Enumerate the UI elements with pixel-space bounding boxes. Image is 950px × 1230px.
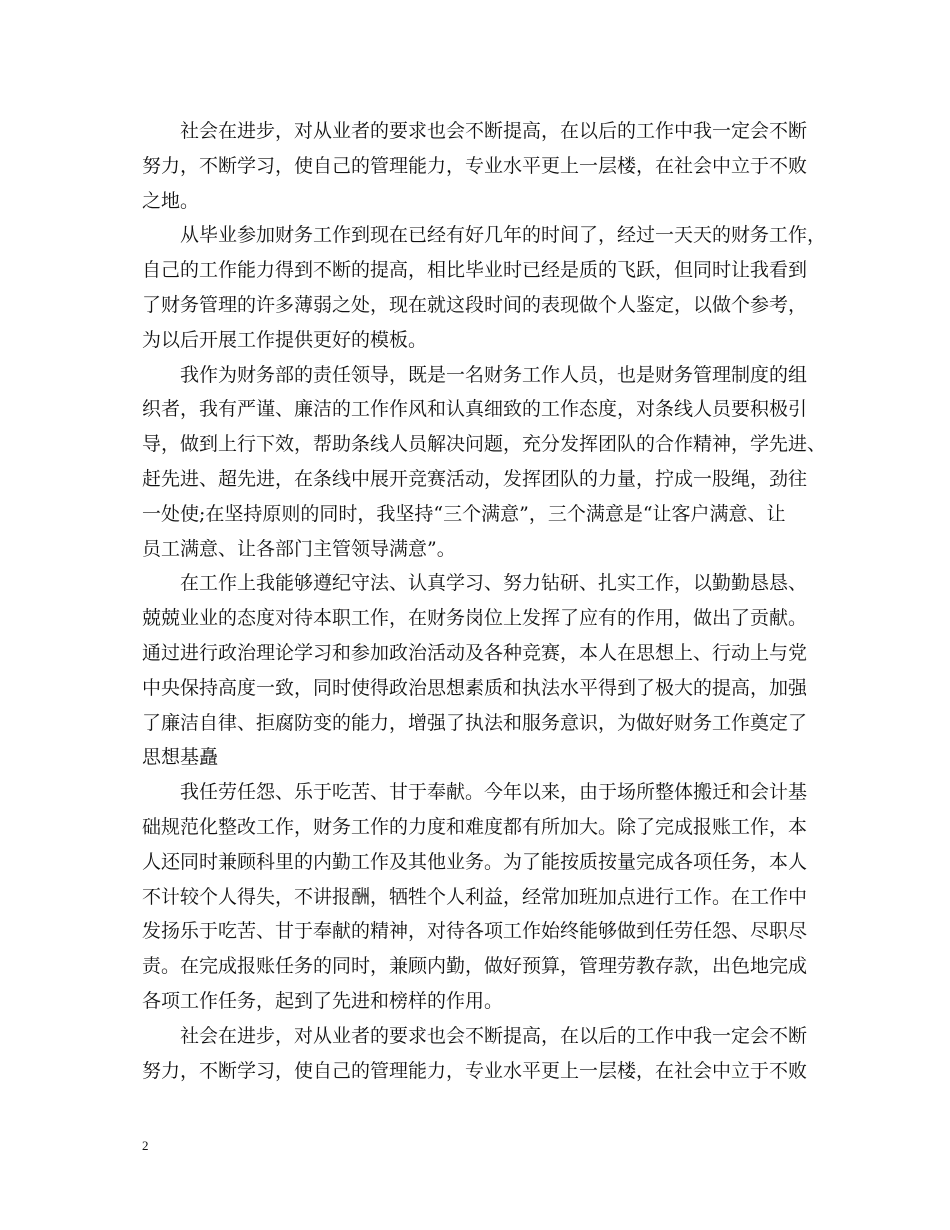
paragraph-line: 织者，我有严谨、廉洁的工作作风和认真细致的工作态度，对条线人员要积极引 [142, 398, 808, 421]
paragraph-1 [142, 114, 826, 218]
paragraph-line: 各项工作任务，起到了先进和榜样的作用。 [142, 989, 504, 1012]
paragraph-6 [142, 1019, 826, 1089]
paragraph-line: 人还同时兼顾科里的内勤工作及其他业务。为了能按质按量完成各项任务，本人 [142, 850, 808, 873]
paragraph-line: 社会在进步，对从业者的要求也会不断提高，在以后的工作中我一定会不断 [180, 120, 808, 142]
paragraph-4 [142, 566, 826, 775]
paragraph-3 [142, 358, 826, 567]
paragraph-line: 从毕业参加财务工作到现在已经有好几年的时间了，经过一天天的财务工作， [180, 224, 827, 247]
paragraph-line: 一处使;在坚持原则的同时，我坚持“三个满意”，三个满意是“让客户满意、让 [142, 502, 786, 525]
paragraph-line: 导，做到上行下效，帮助条线人员解决问题，充分发挥团队的合作精神，学先进、 [142, 433, 827, 456]
paragraph-line: 通过进行政治理论学习和参加政治活动及各种竞赛，本人在思想上、行动上与党 [142, 641, 808, 664]
paragraph-line: 自己的工作能力得到不断的提高，相比毕业时已经是质的飞跃，但同时让我看到 [142, 259, 808, 282]
paragraph-line: 在工作上我能够遵纪守法、认真学习、努力钻研、扎实工作，以勤勤恳恳、 [180, 572, 808, 595]
paragraph-2 [142, 218, 826, 357]
paragraph-line: 不计较个人得失，不讲报酬，牺牲个人利益，经常加班加点进行工作。在工作中 [142, 885, 808, 908]
paragraph-line: 员工满意、让各部门主管领导满意”。 [142, 537, 456, 560]
paragraph-line: 努力，不断学习，使自己的管理能力，专业水平更上一层楼，在社会中立于不败 [142, 1059, 808, 1082]
paragraph-line: 努力，不断学习，使自己的管理能力，专业水平更上一层楼，在社会中立于不败 [142, 154, 808, 177]
paragraph-line: 思想基矗 [142, 746, 219, 769]
document-body [142, 114, 826, 1088]
paragraph-line: 社会在进步，对从业者的要求也会不断提高，在以后的工作中我一定会不断 [180, 1024, 808, 1047]
paragraph-line: 赶先进、超先进，在条线中展开竞赛活动，发挥团队的力量，拧成一股绳，劲往 [142, 467, 808, 490]
paragraph-line: 了廉洁自律、拒腐防变的能力，增强了执法和服务意识，为做好财务工作奠定了 [142, 711, 808, 734]
page-number: 2 [142, 1138, 149, 1153]
paragraph-line: 兢兢业业的态度对待本职工作，在财务岗位上发挥了应有的作用，做出了贡献。 [142, 607, 808, 630]
paragraph-line: 我作为财务部的责任领导，既是一名财务工作人员，也是财务管理制度的组 [180, 363, 808, 386]
paragraph-line: 为以后开展工作提供更好的模板。 [142, 328, 428, 351]
paragraph-line: 中央保持高度一致，同时使得政治思想素质和执法水平得到了极大的提高，加强 [142, 676, 808, 699]
paragraph-line: 之地。 [142, 189, 200, 212]
paragraph-5 [142, 775, 826, 1019]
paragraph-line: 础规范化整改工作，财务工作的力度和难度都有所加大。除了完成报账工作，本 [142, 815, 808, 838]
paragraph-line: 责。在完成报账任务的同时，兼顾内勤，做好预算，管理劳教存款，出色地完成 [142, 955, 808, 978]
paragraph-line: 发扬乐于吃苦、甘于奉献的精神，对待各项工作始终能够做到任劳任怨、尽职尽 [142, 920, 808, 943]
paragraph-line: 了财务管理的许多薄弱之处，现在就这段时间的表现做个人鉴定，以做个参考， [142, 293, 808, 316]
paragraph-line: 我任劳任怨、乐于吃苦、甘于奉献。今年以来，由于场所整体搬迁和会计基 [180, 781, 808, 804]
